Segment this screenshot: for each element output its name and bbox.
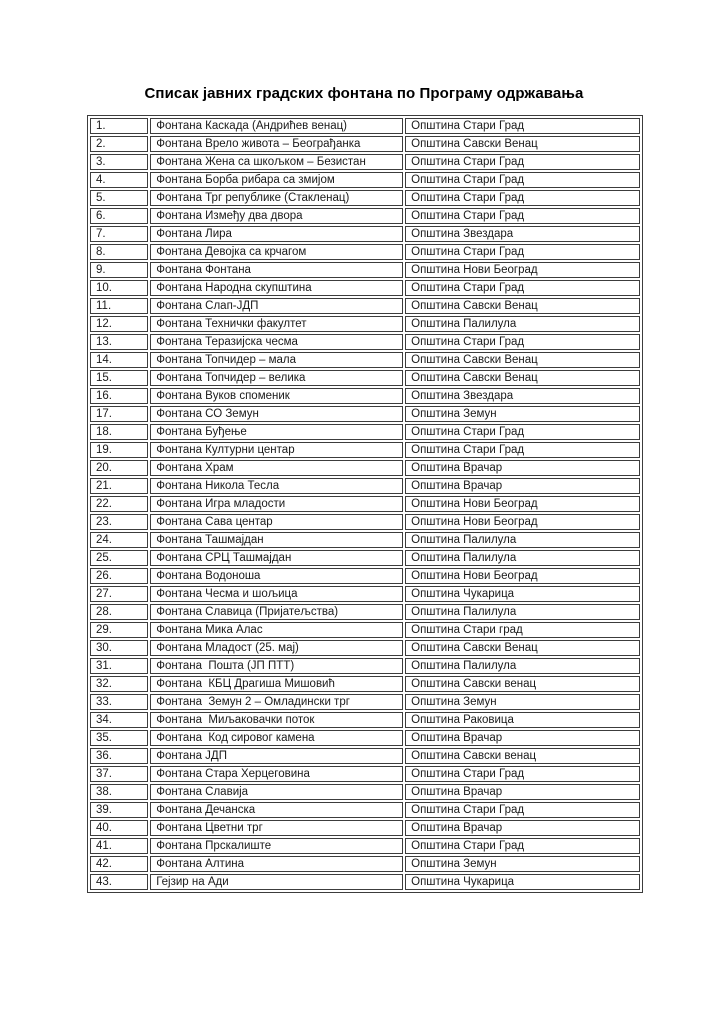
row-number: 27.	[90, 586, 148, 602]
table-row	[90, 496, 640, 512]
row-number: 1.	[90, 118, 148, 134]
fountain-name: Фонтана Вуков споменик	[150, 388, 403, 404]
fountain-name: Фонтана Храм	[150, 460, 403, 476]
row-number: 26.	[90, 568, 148, 584]
row-number: 11.	[90, 298, 148, 314]
row-number: 20.	[90, 460, 148, 476]
fountain-name: Фонтана Славица (Пријатељства)	[150, 604, 403, 620]
row-number: 10.	[90, 280, 148, 296]
fountain-name: Фонтана Борба рибара са змијом	[150, 172, 403, 188]
municipality-name: Општина Звездара	[405, 226, 640, 242]
fountain-name: Фонтана Између два двора	[150, 208, 403, 224]
table-row	[90, 514, 640, 530]
municipality-name: Општина Стари Град	[405, 244, 640, 260]
table-row	[90, 280, 640, 296]
municipality-name: Општина Стари Град	[405, 802, 640, 818]
row-number: 13.	[90, 334, 148, 350]
municipality-name: Општина Савски венац	[405, 676, 640, 692]
fountains-table	[87, 115, 643, 893]
row-number: 21.	[90, 478, 148, 494]
fountain-name: Фонтана Цветни трг	[150, 820, 403, 836]
municipality-name: Општина Стари Град	[405, 838, 640, 854]
fountain-name: Гејзир на Ади	[150, 874, 403, 890]
table-row	[90, 532, 640, 548]
municipality-name: Општина Палилула	[405, 604, 640, 620]
fountain-name: Фонтана Теразијска чесма	[150, 334, 403, 350]
fountain-name: Фонтана Културни центар	[150, 442, 403, 458]
municipality-name: Општина Нови Београд	[405, 568, 640, 584]
fountain-name: Фонтана Сава центар	[150, 514, 403, 530]
row-number: 16.	[90, 388, 148, 404]
table-row	[90, 838, 640, 854]
municipality-name: Општина Нови Београд	[405, 262, 640, 278]
row-number: 19.	[90, 442, 148, 458]
row-number: 15.	[90, 370, 148, 386]
table-row	[90, 640, 640, 656]
fountain-name: Фонтана Миљаковачки поток	[150, 712, 403, 728]
municipality-name: Општина Стари град	[405, 622, 640, 638]
fountain-name: Фонтана ЈДП	[150, 748, 403, 764]
row-number: 5.	[90, 190, 148, 206]
fountain-name: Фонтана Код сировог камена	[150, 730, 403, 746]
municipality-name: Општина Савски Венац	[405, 370, 640, 386]
municipality-name: Општина Стари Град	[405, 442, 640, 458]
table-row	[90, 748, 640, 764]
municipality-name: Општина Стари Град	[405, 154, 640, 170]
row-number: 14.	[90, 352, 148, 368]
fountain-name: Фонтана Водоноша	[150, 568, 403, 584]
table-row	[90, 856, 640, 872]
table-row	[90, 316, 640, 332]
row-number: 39.	[90, 802, 148, 818]
fountain-name: Фонтана Народна скупштина	[150, 280, 403, 296]
municipality-name: Општина Савски Венац	[405, 352, 640, 368]
table-row	[90, 244, 640, 260]
fountain-name: Фонтана Слап-ЈДП	[150, 298, 403, 314]
municipality-name: Општина Стари Град	[405, 172, 640, 188]
table-row	[90, 388, 640, 404]
fountain-name: Фонтана Топчидер – велика	[150, 370, 403, 386]
municipality-name: Општина Врачар	[405, 478, 640, 494]
table-row	[90, 190, 640, 206]
table-row	[90, 874, 640, 890]
municipality-name: Општина Палилула	[405, 550, 640, 566]
fountain-name: Фонтана Земун 2 – Омладински трг	[150, 694, 403, 710]
fountain-name: Фонтана Дечанска	[150, 802, 403, 818]
fountain-name: Фонтана Каскада (Андрићев венац)	[150, 118, 403, 134]
fountain-name: Фонтана Фонтана	[150, 262, 403, 278]
table-row	[90, 406, 640, 422]
municipality-name: Општина Врачар	[405, 784, 640, 800]
table-row	[90, 622, 640, 638]
municipality-name: Општина Нови Београд	[405, 496, 640, 512]
table-row	[90, 370, 640, 386]
row-number: 18.	[90, 424, 148, 440]
municipality-name: Општина Савски Венац	[405, 136, 640, 152]
row-number: 33.	[90, 694, 148, 710]
table-row	[90, 460, 640, 476]
fountain-name: Фонтана СО Земун	[150, 406, 403, 422]
fountain-name: Фонтана Ташмајдан	[150, 532, 403, 548]
municipality-name: Општина Стари Град	[405, 118, 640, 134]
table-row	[90, 172, 640, 188]
table-row	[90, 784, 640, 800]
table-row	[90, 676, 640, 692]
row-number: 23.	[90, 514, 148, 530]
fountain-name: Фонтана Младост (25. мај)	[150, 640, 403, 656]
municipality-name: Општина Савски венац	[405, 748, 640, 764]
row-number: 7.	[90, 226, 148, 242]
municipality-name: Општина Палилула	[405, 316, 640, 332]
municipality-name: Општина Чукарица	[405, 874, 640, 890]
row-number: 9.	[90, 262, 148, 278]
row-number: 37.	[90, 766, 148, 782]
municipality-name: Општина Стари Град	[405, 208, 640, 224]
table-row	[90, 262, 640, 278]
row-number: 12.	[90, 316, 148, 332]
table-row	[90, 658, 640, 674]
municipality-name: Општина Савски Венац	[405, 298, 640, 314]
table-row	[90, 208, 640, 224]
table-row	[90, 550, 640, 566]
municipality-name: Општина Врачар	[405, 460, 640, 476]
table-row	[90, 712, 640, 728]
fountain-name: Фонтана Чесма и шољица	[150, 586, 403, 602]
table-row	[90, 352, 640, 368]
fountain-name: Фонтана Трг републике (Стакленац)	[150, 190, 403, 206]
table-row	[90, 118, 640, 134]
table-row	[90, 136, 640, 152]
municipality-name: Општина Стари Град	[405, 334, 640, 350]
table-row	[90, 154, 640, 170]
row-number: 32.	[90, 676, 148, 692]
table-row	[90, 298, 640, 314]
row-number: 4.	[90, 172, 148, 188]
fountain-name: Фонтана КБЦ Драгиша Мишовић	[150, 676, 403, 692]
municipality-name: Општина Стари Град	[405, 190, 640, 206]
table-row	[90, 334, 640, 350]
municipality-name: Општина Раковица	[405, 712, 640, 728]
row-number: 2.	[90, 136, 148, 152]
municipality-name: Општина Звездара	[405, 388, 640, 404]
municipality-name: Општина Чукарица	[405, 586, 640, 602]
table-row	[90, 604, 640, 620]
row-number: 42.	[90, 856, 148, 872]
municipality-name: Општина Врачар	[405, 730, 640, 746]
fountain-name: Фонтана Никола Тесла	[150, 478, 403, 494]
row-number: 38.	[90, 784, 148, 800]
table-row	[90, 442, 640, 458]
row-number: 8.	[90, 244, 148, 260]
row-number: 36.	[90, 748, 148, 764]
municipality-name: Општина Стари Град	[405, 280, 640, 296]
table-row	[90, 694, 640, 710]
fountain-name: Фонтана Прскалиште	[150, 838, 403, 854]
row-number: 41.	[90, 838, 148, 854]
table-row	[90, 568, 640, 584]
table-row	[90, 820, 640, 836]
table-row	[90, 478, 640, 494]
municipality-name: Општина Палилула	[405, 658, 640, 674]
row-number: 29.	[90, 622, 148, 638]
fountain-name: Фонтана Жена са шкољком – Безистан	[150, 154, 403, 170]
row-number: 31.	[90, 658, 148, 674]
table-row	[90, 226, 640, 242]
fountain-name: Фонтана Стара Херцеговина	[150, 766, 403, 782]
fountain-name: Фонтана Мика Алас	[150, 622, 403, 638]
table-row	[90, 730, 640, 746]
municipality-name: Општина Земун	[405, 694, 640, 710]
row-number: 22.	[90, 496, 148, 512]
table-row	[90, 586, 640, 602]
row-number: 3.	[90, 154, 148, 170]
row-number: 34.	[90, 712, 148, 728]
row-number: 40.	[90, 820, 148, 836]
municipality-name: Општина Земун	[405, 856, 640, 872]
row-number: 24.	[90, 532, 148, 548]
table-row	[90, 766, 640, 782]
row-number: 6.	[90, 208, 148, 224]
row-number: 43.	[90, 874, 148, 890]
fountain-name: Фонтана Топчидер – мала	[150, 352, 403, 368]
fountain-name: Фонтана СРЦ Ташмајдан	[150, 550, 403, 566]
row-number: 17.	[90, 406, 148, 422]
fountain-name: Фонтана Буђење	[150, 424, 403, 440]
table-row	[90, 424, 640, 440]
fountain-name: Фонтана Лира	[150, 226, 403, 242]
municipality-name: Општина Палилула	[405, 532, 640, 548]
table-row	[90, 802, 640, 818]
fountain-name: Фонтана Славија	[150, 784, 403, 800]
row-number: 28.	[90, 604, 148, 620]
municipality-name: Општина Савски Венац	[405, 640, 640, 656]
fountain-name: Фонтана Алтина	[150, 856, 403, 872]
fountain-name: Фонтана Врело живота – Београђанка	[150, 136, 403, 152]
municipality-name: Општина Врачар	[405, 820, 640, 836]
fountain-name: Фонтана Девојка са крчагом	[150, 244, 403, 260]
municipality-name: Општина Стари Град	[405, 766, 640, 782]
fountain-name: Фонтана Игра младости	[150, 496, 403, 512]
fountain-name: Фонтана Технички факултет	[150, 316, 403, 332]
fountains-table-body	[90, 118, 640, 890]
page-title: Списак јавних градских фонтана по Програму одржавања	[144, 85, 584, 102]
row-number: 30.	[90, 640, 148, 656]
fountain-name: Фонтана Пошта (ЈП ПТТ)	[150, 658, 403, 674]
row-number: 25.	[90, 550, 148, 566]
row-number: 35.	[90, 730, 148, 746]
municipality-name: Општина Земун	[405, 406, 640, 422]
municipality-name: Општина Стари Град	[405, 424, 640, 440]
municipality-name: Општина Нови Београд	[405, 514, 640, 530]
